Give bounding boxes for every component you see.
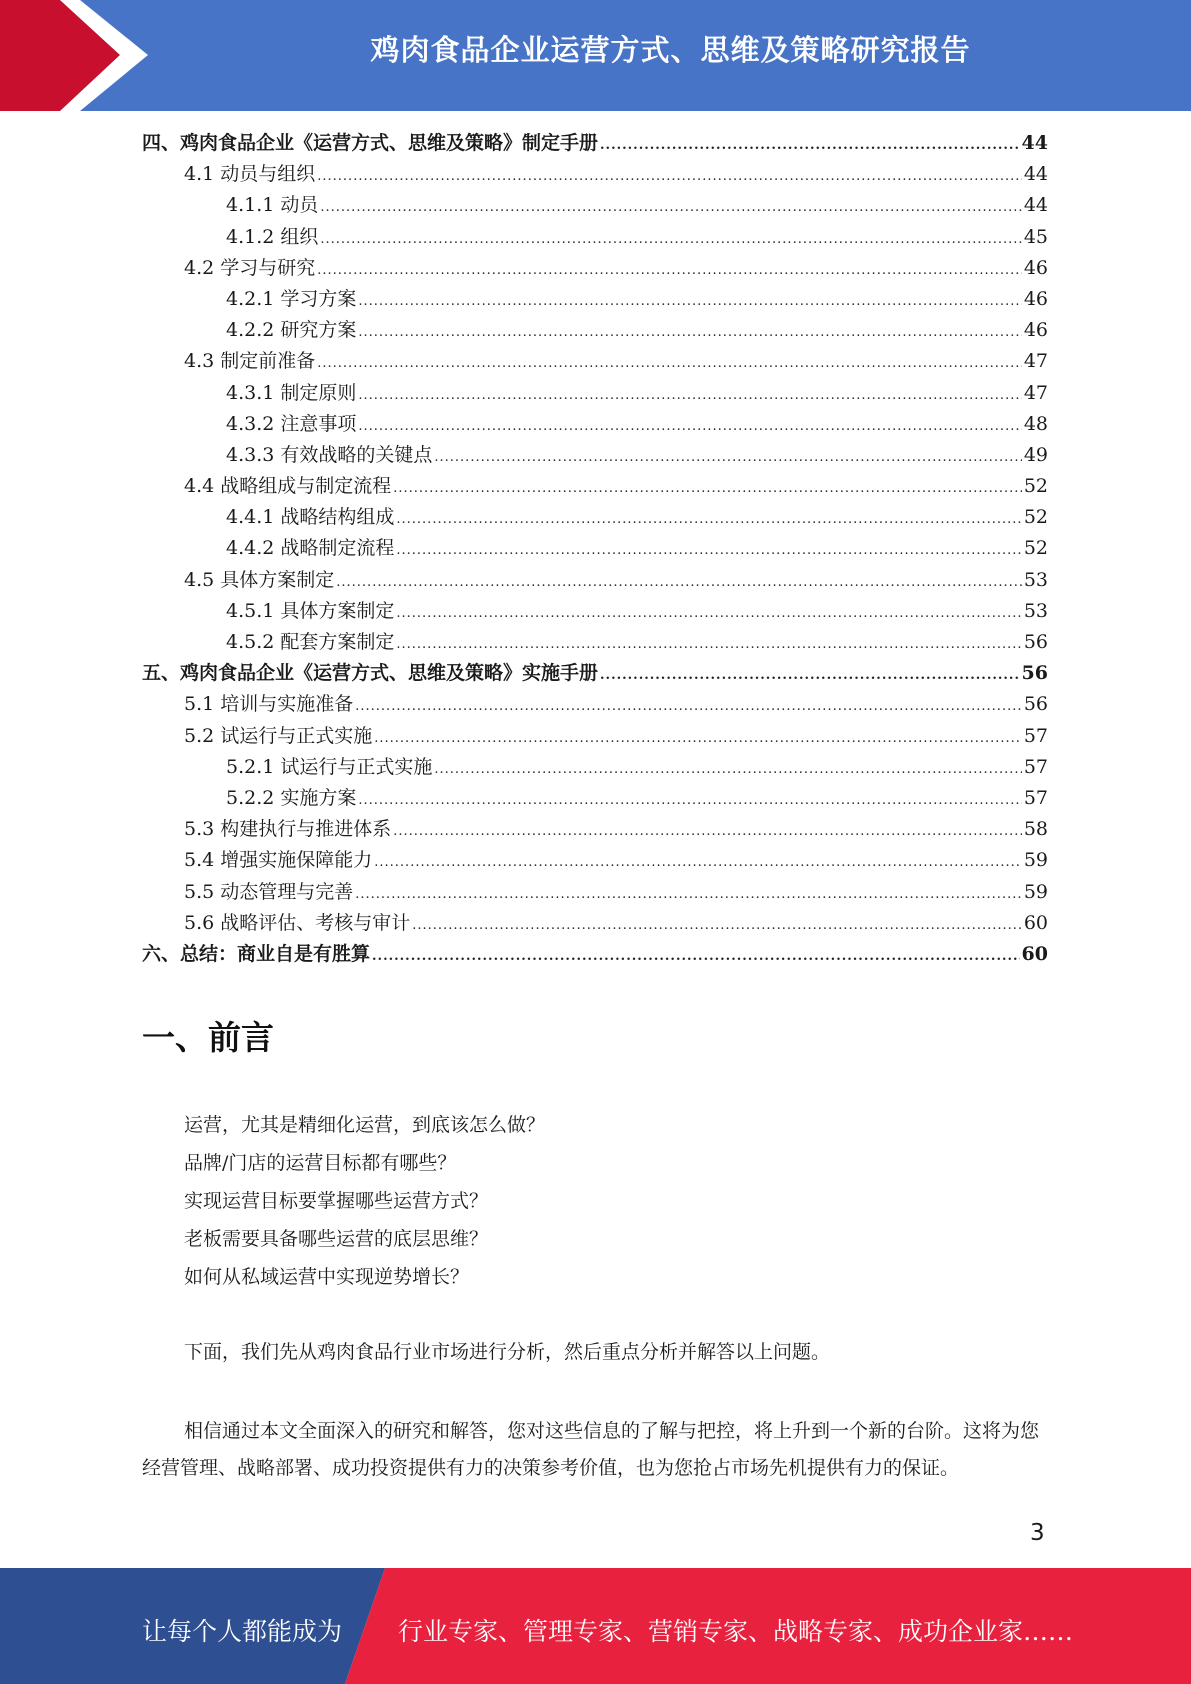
toc-entry-page: 44: [1021, 132, 1048, 154]
toc-entry-title: 六、总结：商业自是有胜算: [142, 942, 371, 965]
toc-entry[interactable]: [142, 814, 1048, 845]
toc-entry[interactable]: [142, 128, 1048, 159]
toc-entry-title: 5.4 增强实施保障能力: [184, 849, 373, 872]
toc-entry[interactable]: [142, 159, 1048, 190]
toc-dot-leader: [358, 793, 1021, 808]
toc-entry[interactable]: [142, 783, 1048, 814]
intro-paragraph: 下面，我们先从鸡肉食品行业市场进行分析，然后重点分析并解答以上问题。: [184, 1341, 831, 1363]
toc-entry-title: 4.5.1 具体方案制定: [226, 599, 395, 622]
toc-entry[interactable]: [142, 409, 1048, 440]
question-item: 如何从私域运营中实现逆势增长？: [184, 1266, 470, 1288]
toc-entry[interactable]: [142, 222, 1048, 253]
toc-entry-title: 5.3 构建执行与推进体系: [184, 818, 392, 841]
toc-entry-title: 4.4.2 战略制定流程: [226, 537, 395, 560]
header-title: 鸡肉食品企业运营方式、思维及策略研究报告: [370, 33, 971, 67]
toc-entry-title: 5.6 战略评估、考核与审计: [184, 911, 411, 934]
question-item: 运营，尤其是精细化运营，到底该怎么做？: [184, 1114, 546, 1136]
footer-slogan-left: 让每个人都能成为: [142, 1617, 343, 1646]
toc-entry[interactable]: [142, 440, 1048, 471]
question-list: [184, 1111, 545, 1301]
toc-entry-title: 4.3.3 有效战略的关键点: [226, 443, 433, 466]
toc-dot-leader: [355, 887, 1022, 902]
toc-entry-title: 五、鸡肉食品企业《运营方式、思维及策略》实施手册: [142, 662, 599, 685]
toc-dot-leader: [374, 731, 1022, 746]
toc-dot-leader: [434, 762, 1021, 777]
toc-entry-page: 52: [1023, 537, 1048, 560]
toc-entry-page: 59: [1023, 849, 1048, 872]
toc-entry-page: 45: [1023, 225, 1048, 248]
page-footer: [0, 1568, 1191, 1684]
toc-dot-leader: [317, 356, 1022, 371]
toc-entry[interactable]: [142, 939, 1048, 970]
toc-entry-title: 4.3.2 注意事项: [226, 412, 357, 435]
toc-entry-page: 57: [1023, 755, 1048, 778]
toc-entry-title: 4.2.2 研究方案: [226, 319, 357, 342]
toc-entry[interactable]: [142, 533, 1048, 564]
body-paragraph: 相信通过本文全面深入的研究和解答，您对这些信息的了解与把控，将上升到一个新的台阶。这将为您经营管理、战略部署、成功投资提供有力的决策参考价值，也为您抢占市场先机提供有力的保证。: [142, 1420, 1040, 1479]
toc-entry-title: 4.1.1 动员: [226, 194, 319, 217]
toc-dot-leader: [320, 232, 1021, 247]
toc-entry-page: 53: [1023, 568, 1048, 591]
toc-entry[interactable]: [142, 596, 1048, 627]
toc-dot-leader: [358, 325, 1021, 340]
header-chevron-decoration: [0, 0, 160, 111]
toc-dot-leader: [396, 543, 1021, 558]
toc-entry-page: 47: [1023, 350, 1048, 373]
toc-dot-leader: [396, 512, 1021, 527]
toc-entry-page: 46: [1023, 256, 1048, 279]
toc-entry-page: 44: [1023, 163, 1048, 186]
toc-entry[interactable]: [142, 346, 1048, 377]
toc-entry-title: 四、鸡肉食品企业《运营方式、思维及策略》制定手册: [142, 132, 599, 154]
footer-slogan-right: 行业专家、管理专家、营销专家、战略专家、成功企业家……: [398, 1617, 1074, 1646]
toc-entry-page: 57: [1023, 786, 1048, 809]
toc-entry-page: 60: [1023, 911, 1048, 934]
toc-entry[interactable]: [142, 565, 1048, 596]
toc-dot-leader: [374, 855, 1022, 870]
toc-entry-title: 4.3 制定前准备: [184, 350, 316, 373]
toc-entry-page: 59: [1023, 880, 1048, 903]
toc-entry-page: 58: [1023, 818, 1048, 841]
toc-entry-page: 46: [1023, 319, 1048, 342]
toc-entry-page: 53: [1023, 599, 1048, 622]
page-number: 3: [1030, 1520, 1045, 1546]
toc-entry[interactable]: [142, 378, 1048, 409]
toc-dot-leader: [358, 419, 1021, 434]
page-header: [0, 0, 1191, 111]
toc-entry[interactable]: [142, 752, 1048, 783]
toc-entry-title: 5.1 培训与实施准备: [184, 693, 354, 716]
toc-entry-title: 4.1.2 组织: [226, 225, 319, 248]
table-of-contents: [142, 128, 1048, 970]
toc-dot-leader: [336, 575, 1022, 590]
toc-entry[interactable]: [142, 627, 1048, 658]
toc-entry-title: 5.2 试运行与正式实施: [184, 724, 373, 747]
toc-entry-title: 5.5 动态管理与完善: [184, 880, 354, 903]
toc-entry[interactable]: [142, 315, 1048, 346]
toc-entry-page: 56: [1021, 662, 1048, 685]
toc-entry[interactable]: [142, 877, 1048, 908]
toc-dot-leader: [358, 388, 1021, 403]
toc-dot-leader: [600, 138, 1020, 153]
toc-entry-title: 4.5.2 配套方案制定: [226, 631, 395, 653]
toc-entry[interactable]: [142, 502, 1048, 533]
toc-entry[interactable]: [142, 658, 1048, 689]
toc-entry-title: 4.2 学习与研究: [184, 256, 316, 279]
toc-dot-leader: [317, 169, 1022, 184]
toc-entry-page: 52: [1023, 475, 1048, 498]
toc-entry-title: 4.4 战略组成与制定流程: [184, 475, 392, 498]
toc-entry[interactable]: [142, 845, 1048, 876]
toc-dot-leader: [412, 918, 1022, 933]
toc-dot-leader: [393, 824, 1022, 839]
toc-entry-title: 5.2.1 试运行与正式实施: [226, 755, 433, 778]
toc-entry-page: 56: [1023, 631, 1048, 653]
toc-entry-page: 52: [1023, 506, 1048, 529]
toc-dot-leader: [434, 450, 1021, 465]
toc-dot-leader: [355, 699, 1022, 714]
toc-entry-title: 4.3.1 制定原则: [226, 381, 357, 404]
toc-dot-leader: [358, 294, 1021, 309]
toc-entry-page: 48: [1023, 412, 1048, 435]
toc-entry-title: 4.1 动员与组织: [184, 163, 316, 186]
toc-dot-leader: [396, 637, 1021, 652]
toc-entry[interactable]: [142, 689, 1048, 720]
toc-entry-page: 56: [1023, 693, 1048, 716]
toc-entry[interactable]: [142, 284, 1048, 315]
toc-entry-page: 49: [1023, 443, 1048, 466]
toc-entry-title: 4.2.1 学习方案: [226, 287, 357, 310]
toc-entry-title: 4.5 具体方案制定: [184, 568, 335, 591]
question-item: 品牌/门店的运营目标都有哪些？: [184, 1152, 457, 1174]
toc-dot-leader: [396, 606, 1021, 621]
toc-entry[interactable]: [142, 253, 1048, 284]
toc-entry-page: 57: [1023, 724, 1048, 747]
toc-entry-page: 47: [1023, 381, 1048, 404]
toc-entry-title: 4.4.1 战略结构组成: [226, 506, 395, 529]
question-item: 老板需要具备哪些运营的底层思维？: [184, 1228, 489, 1250]
toc-dot-leader: [372, 949, 1020, 964]
toc-entry[interactable]: [142, 721, 1048, 752]
toc-dot-leader: [320, 200, 1021, 215]
toc-dot-leader: [317, 263, 1022, 278]
toc-dot-leader: [393, 481, 1022, 496]
question-item: 实现运营目标要掌握哪些运营方式？: [184, 1190, 489, 1212]
toc-entry-page: 60: [1021, 942, 1048, 965]
toc-entry[interactable]: [142, 190, 1048, 221]
toc-entry[interactable]: [142, 908, 1048, 939]
toc-entry[interactable]: [142, 471, 1048, 502]
toc-entry-page: 46: [1023, 287, 1048, 310]
toc-dot-leader: [600, 668, 1020, 683]
toc-entry-title: 5.2.2 实施方案: [226, 786, 357, 809]
section-heading: 一、前言: [142, 1018, 274, 1057]
toc-entry-page: 44: [1023, 194, 1048, 217]
